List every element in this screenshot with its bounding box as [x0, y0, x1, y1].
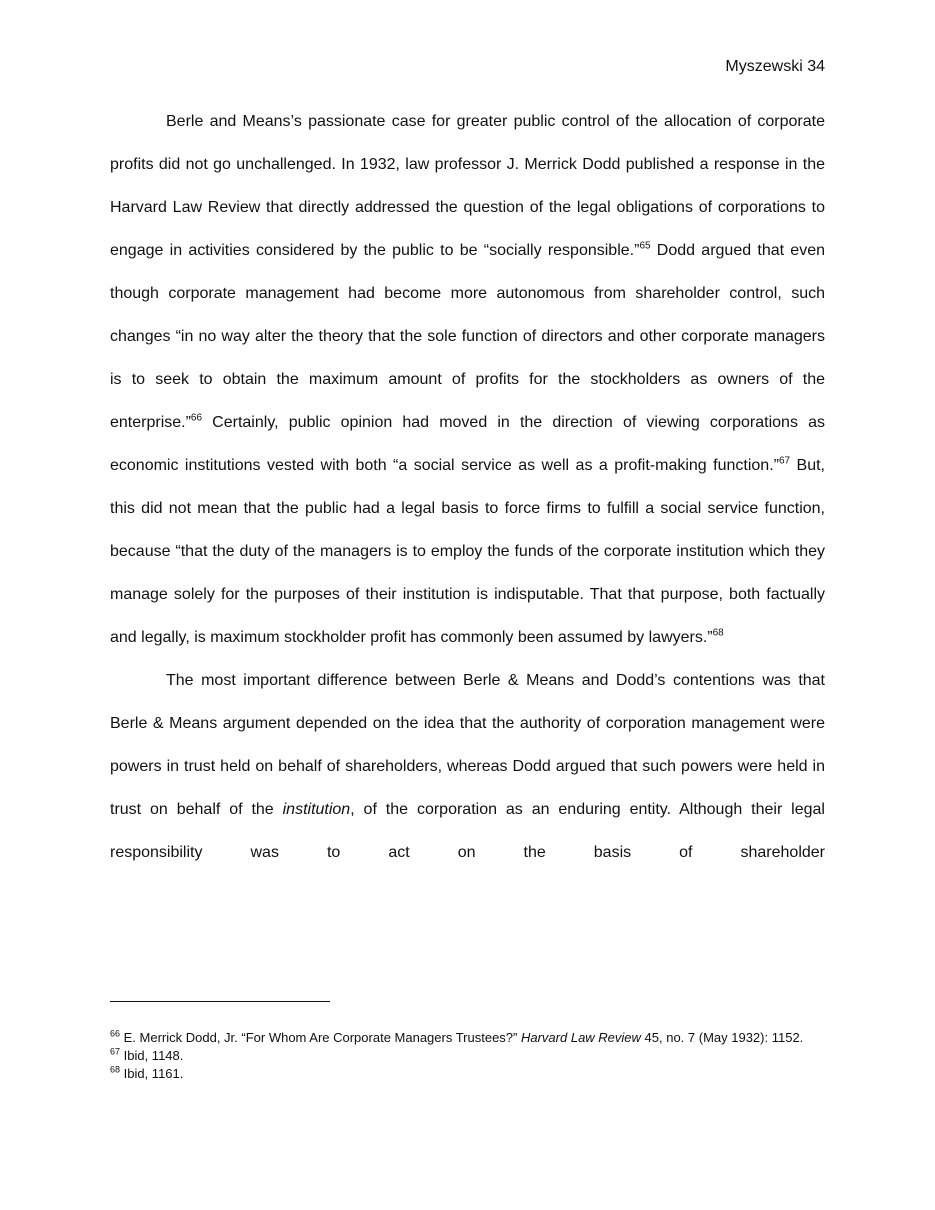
footnote-ref-66[interactable]: 66: [190, 412, 203, 424]
footnote-text: Ibid, 1161.: [120, 1066, 184, 1081]
footnote-number: 66: [110, 1028, 121, 1039]
paragraph-2-emphasis: institution: [282, 801, 351, 818]
footnote-journal-title: Harvard Law Review: [520, 1030, 641, 1045]
footnote-text-rest: 45, no. 7 (May 1932): 1152.: [640, 1030, 804, 1045]
footnote-number: 68: [110, 1064, 121, 1075]
footnote-ref-67[interactable]: 67: [778, 455, 791, 467]
footnote-number: 67: [110, 1046, 121, 1057]
paragraph-2-text-1: The most important difference between Berle & Means and Dodd’s contentions was that Berle & Means argument depended on the idea that the authority of corporation management were powers in trust held on behalf of shareholders, whereas Dodd argued that such powers were held in trust on behalf of the: [110, 672, 825, 818]
footnote-ref-68[interactable]: 68: [712, 627, 724, 639]
paragraph-1-text-2: Dodd argued that even though corporate management had become more autonomous from shareholder control, such changes “in no way alter the theory that the sole function of directors and other corporate managers is to seek to obtain the maximum amount of profits for the stockholders as owners of the enterprise.”: [110, 242, 826, 431]
body-text: [110, 100, 825, 874]
paragraph-2: [110, 659, 825, 874]
footnote-66: [110, 1029, 825, 1047]
footnote-separator: [110, 1001, 330, 1002]
paragraph-2-text-2: , of the corporation as an enduring entity. Although their legal responsibility was to act on the basis of shareholder: [110, 801, 825, 861]
footnote-67: [110, 1047, 825, 1065]
footnote-text: Ibid, 1148.: [120, 1048, 184, 1063]
paragraph-1-text-4: But, this did not mean that the public had a legal basis to force firms to fulfill a social service function, because “that the duty of the managers is to employ the funds of the corporate institution which they manage solely for the purposes of their institution is indisputable. That that purpose, both factually and legally, is maximum stockholder profit has commonly been assumed by lawyers.”: [110, 457, 826, 646]
footnote-text: E. Merrick Dodd, Jr. “For Whom Are Corporate Managers Trustees?”: [120, 1030, 521, 1045]
paragraph-1: [110, 100, 825, 659]
footnote-ref-65[interactable]: 65: [639, 240, 651, 252]
footnotes: [110, 1029, 825, 1083]
running-head: Myszewski 34: [725, 58, 825, 75]
paragraph-1-text-3: Certainly, public opinion had moved in the direction of viewing corporations as economic institutions vested with both “a social service as well as a profit-making function.”: [110, 414, 825, 474]
paragraph-1-text-1: Berle and Means’s passionate case for greater public control of the allocation of corporate profits did not go unchallenged. In 1932, law professor J. Merrick Dodd published a response in the Harvard Law Review that directly addressed the question of the legal obligations of corporations to engage in activities considered by the public to be “socially responsible.”: [110, 113, 825, 259]
footnote-68: [110, 1065, 825, 1083]
